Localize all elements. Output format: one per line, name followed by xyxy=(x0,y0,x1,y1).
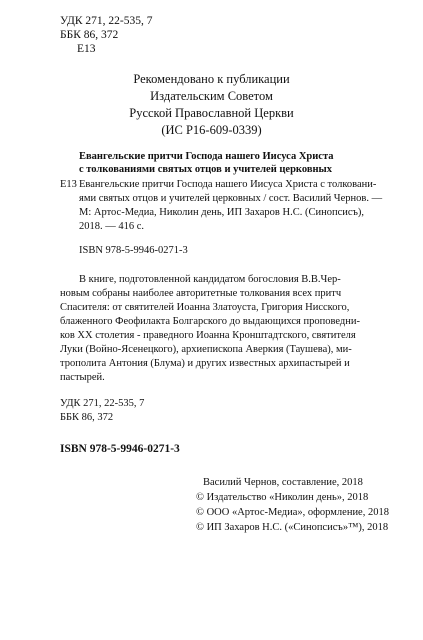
copyright-line-4: © ИП Захаров Н.С. («Синопсисъ»™), 2018 xyxy=(196,522,389,533)
copyright-line-2: © Издательство «Николин день», 2018 xyxy=(196,492,369,503)
recommendation-line-3: Русской Православной Церкви xyxy=(129,106,294,120)
book-title-line-1: Евангельские притчи Господа нашего Иисуса Христа xyxy=(79,151,334,162)
description-line-2: ями святых отцов и учителей церковных / сост. Василий Чернов. — xyxy=(79,193,383,204)
udk-top: УДК 271, 22-535, 7 xyxy=(60,15,153,27)
udk-bottom: УДК 271, 22-535, 7 xyxy=(60,398,145,409)
description-line-1: Евангельские притчи Господа нашего Иисуса Христа с толковани- xyxy=(79,179,377,190)
isbn-desc: ISBN 978-5-9946-0271-3 xyxy=(79,245,188,256)
annotation-line-4: блаженного Феофилакта Болгарского до выдающихся проповедни- xyxy=(60,316,360,327)
copyright-line-1: Василий Чернов, составление, 2018 xyxy=(203,477,363,488)
annotation-line-8: пастырей. xyxy=(60,372,105,383)
bbk-top: ББК 86, 372 xyxy=(60,29,119,41)
annotation-line-6: Луки (Войно-Ясенецкого), архиепископа Аверкия (Таушева), ми- xyxy=(60,344,352,355)
annotation-line-3: Спасителя: от святителей Иоанна Златоуста, Григория Нисского, xyxy=(60,302,350,313)
book-title-line-2: с толкованиями святых отцов и учителей церковных xyxy=(79,164,332,175)
isbn-main: ISBN 978-5-9946-0271-3 xyxy=(60,443,180,455)
e-code-top: Е13 xyxy=(77,43,96,55)
copyright-line-3: © ООО «Артос-Медиа», оформление, 2018 xyxy=(196,507,389,518)
e-code-desc: Е13 xyxy=(60,179,77,190)
recommendation-line-4: (ИС Р16-609-0339) xyxy=(161,123,262,137)
description-line-3: М: Артос-Медиа, Николин день, ИП Захаров Н.С. (Синопсисъ), xyxy=(79,207,365,218)
annotation-line-7: трополита Антония (Блума) и других известных архипастырей и xyxy=(60,358,350,369)
annotation-line-5: ков XX столетия - праведного Иоанна Кронштадтского, святителя xyxy=(60,330,356,341)
recommendation-line-2: Издательским Советом xyxy=(150,89,273,103)
recommendation-line-1: Рекомендовано к публикации xyxy=(133,72,290,86)
annotation-line-1: В книге, подготовленной кандидатом богословия В.В.Чер- xyxy=(79,274,341,285)
bbk-bottom: ББК 86, 372 xyxy=(60,412,114,423)
annotation-line-2: новым собраны наиболее авторитетные толкования всех притч xyxy=(60,288,342,299)
description-line-4: 2018. — 416 с. xyxy=(79,221,145,232)
